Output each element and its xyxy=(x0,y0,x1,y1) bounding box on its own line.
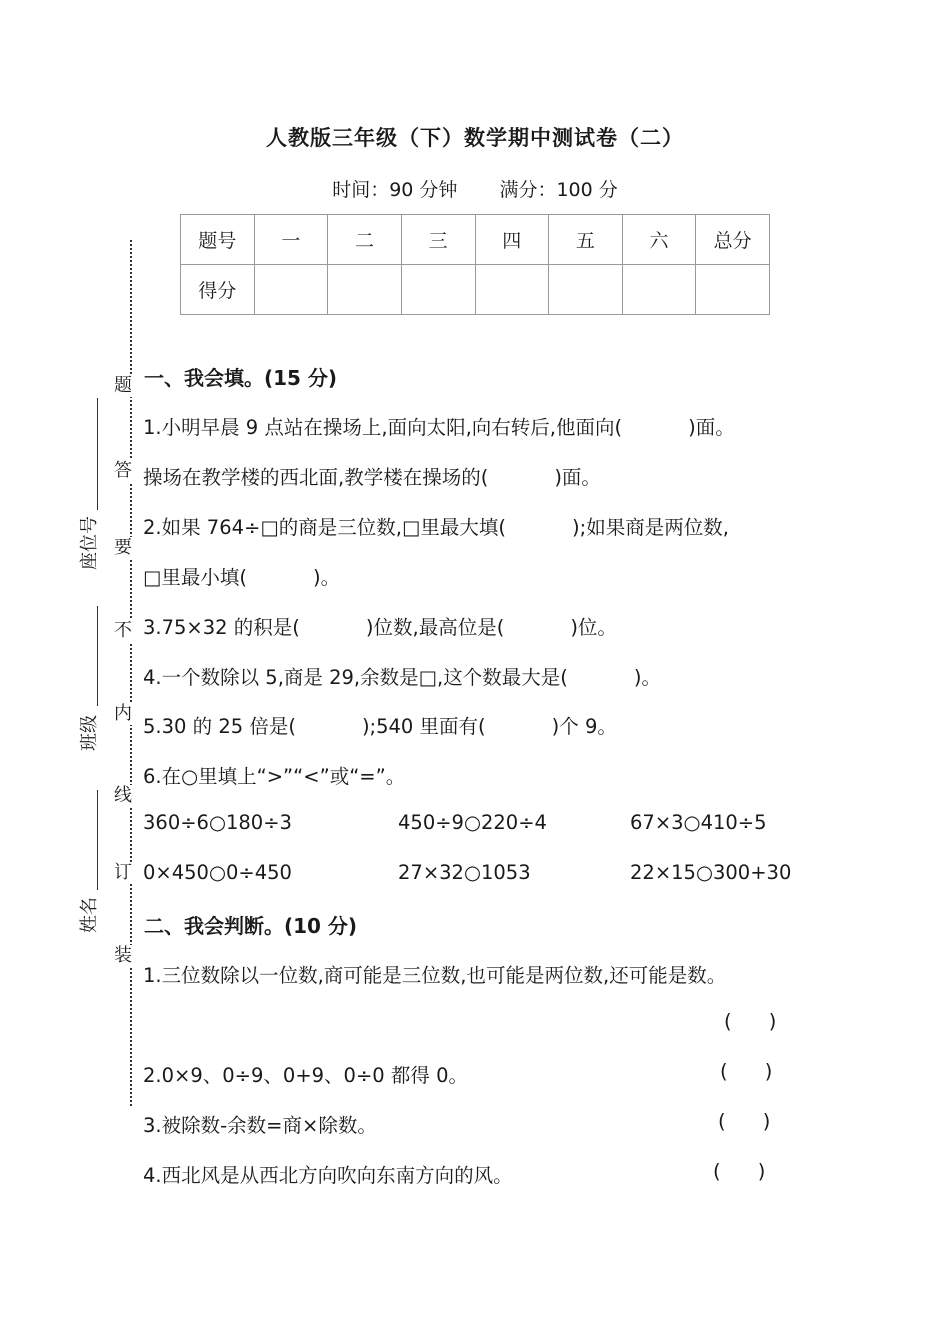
compare-item[interactable]: 0×450○0÷450 xyxy=(143,861,292,884)
compare-item[interactable]: 450÷9○220÷4 xyxy=(398,811,547,834)
question-text: 1.小明早晨 9 点站在操场上,面向太阳,向右转后,他面向( xyxy=(143,416,623,439)
judge-question-3: 3.被除数-余数=商×除数。 xyxy=(143,1114,377,1137)
question-text: 5.30 的 25 倍是( xyxy=(143,715,296,738)
score-table-header-cell: 一 xyxy=(254,215,328,265)
question-text: )位。 xyxy=(570,616,617,639)
binding-char: 要 xyxy=(114,537,132,558)
exam-info xyxy=(0,175,950,202)
question-text: )个 9。 xyxy=(551,715,617,738)
time-label: 时间：90 分钟 xyxy=(332,179,458,201)
judge-answer-paren[interactable]: ( ) xyxy=(720,1060,773,1083)
question-1b xyxy=(143,462,601,490)
score-table-score-row xyxy=(181,265,770,315)
section-one-heading: 一、我会填。(15 分) xyxy=(144,366,338,390)
score-table-header-cell: 六 xyxy=(622,215,696,265)
question-text: )位数,最高位是( xyxy=(365,616,505,639)
score-table-header-row xyxy=(181,215,770,265)
question-3 xyxy=(143,612,617,640)
name-write-line[interactable] xyxy=(97,790,98,890)
binding-char: 线 xyxy=(114,785,132,806)
question-text: 2.如果 764÷□的商是三位数,□里最大填( xyxy=(143,516,507,539)
binding-char: 答 xyxy=(114,460,132,481)
score-row-label: 得分 xyxy=(181,265,255,315)
score-table-header-cell: 五 xyxy=(549,215,623,265)
score-cell[interactable] xyxy=(328,265,402,315)
question-2a xyxy=(143,512,729,540)
score-cell[interactable] xyxy=(254,265,328,315)
class-label: 班级 xyxy=(79,715,100,751)
question-text: );如果商是两位数, xyxy=(572,516,729,539)
compare-item[interactable]: 67×3○410÷5 xyxy=(630,811,767,834)
question-text: );540 里面有( xyxy=(361,715,486,738)
binding-char: 题 xyxy=(114,375,132,396)
seat-number-write-line[interactable] xyxy=(97,398,98,510)
name-label: 姓名 xyxy=(79,897,100,933)
compare-item[interactable]: 360÷6○180÷3 xyxy=(143,811,292,834)
score-table-header-cell: 总分 xyxy=(696,215,770,265)
binding-char: 装 xyxy=(114,945,132,966)
question-text: )。 xyxy=(313,566,341,589)
score-table xyxy=(180,214,770,315)
class-write-line[interactable] xyxy=(97,606,98,706)
score-table-header-cell: 题号 xyxy=(181,215,255,265)
judge-question-2: 2.0×9、0÷9、0+9、0÷0 都得 0。 xyxy=(143,1064,469,1087)
score-cell[interactable] xyxy=(475,265,549,315)
question-text: )。 xyxy=(633,666,661,689)
question-text: 3.75×32 的积是( xyxy=(143,616,300,639)
question-text: )面。 xyxy=(688,416,735,439)
score-cell[interactable] xyxy=(549,265,623,315)
judge-answer-paren[interactable]: ( ) xyxy=(718,1110,771,1133)
question-text: )面。 xyxy=(554,466,601,489)
question-text: 4.一个数除以 5,商是 29,余数是□,这个数最大是( xyxy=(143,666,568,689)
page-title: 人教版三年级（下）数学期中测试卷（二） xyxy=(266,126,684,150)
compare-item[interactable]: 27×32○1053 xyxy=(398,861,531,884)
question-2b xyxy=(143,562,340,590)
question-4 xyxy=(143,662,661,690)
question-1a xyxy=(143,412,735,440)
question-5 xyxy=(143,711,617,739)
score-cell[interactable] xyxy=(622,265,696,315)
full-score-label: 满分：100 分 xyxy=(499,179,618,201)
binding-dotted-line xyxy=(130,240,132,1106)
judge-answer-paren[interactable]: ( ) xyxy=(724,1010,777,1033)
judge-question-1: 1.三位数除以一位数,商可能是三位数,也可能是两位数,还可能是数。 xyxy=(143,964,727,987)
question-text: □里最小填( xyxy=(143,566,248,589)
binding-char: 订 xyxy=(114,862,132,883)
compare-item[interactable]: 22×15○300+30 xyxy=(630,861,792,884)
question-text: 操场在教学楼的西北面,教学楼在操场的( xyxy=(143,466,489,489)
score-cell[interactable] xyxy=(696,265,770,315)
binding-char: 不 xyxy=(114,620,132,641)
judge-answer-paren[interactable]: ( ) xyxy=(713,1160,766,1183)
score-table-header-cell: 三 xyxy=(401,215,475,265)
question-6: 6.在○里填上“>”“<”或“=”。 xyxy=(143,765,406,788)
section-two-heading: 二、我会判断。(10 分) xyxy=(144,914,358,938)
judge-question-4: 4.西北风是从西北方向吹向东南方向的风。 xyxy=(143,1164,513,1187)
score-cell[interactable] xyxy=(401,265,475,315)
score-table-header-cell: 四 xyxy=(475,215,549,265)
score-table-header-cell: 二 xyxy=(328,215,402,265)
binding-char: 内 xyxy=(114,703,132,724)
seat-number-label: 座位号 xyxy=(79,516,100,570)
